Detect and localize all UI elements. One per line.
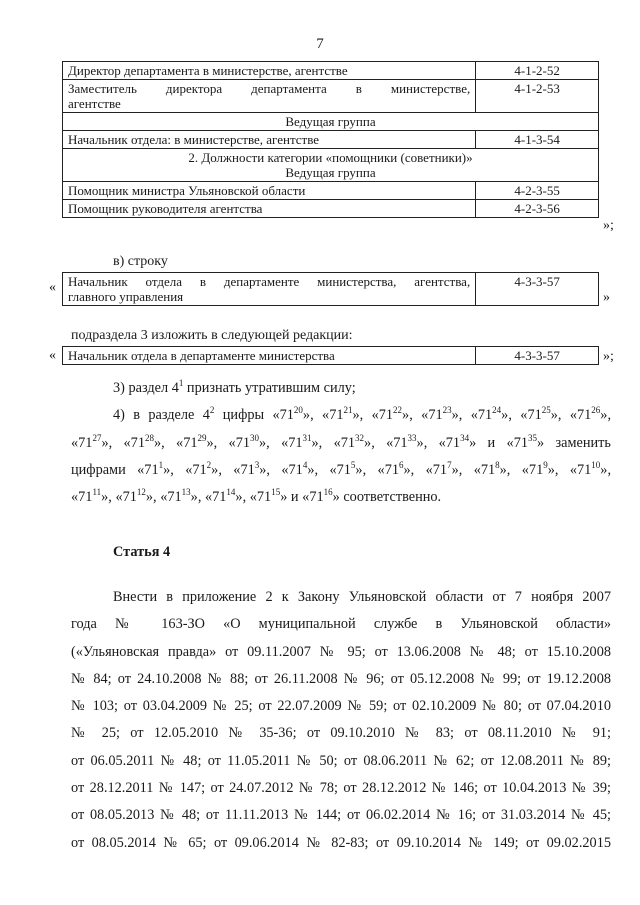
digit-superscript: 16 [323, 487, 333, 498]
article-line: года № 163-ЗО «О муниципальной службе в Ульяновской области» [71, 616, 611, 633]
category-title: 2. Должности категории «помощники (советники)» [188, 150, 473, 165]
position-code: 4-1-2-53 [476, 80, 599, 113]
digit-reference: «$71^{27}$» [71, 432, 109, 451]
digit-superscript: 5 [350, 460, 356, 471]
digit-base: 71 [336, 461, 351, 478]
digit-base: 71 [513, 434, 528, 451]
item-4-line-2: «$71^{27}$», «$71^{28}$», «$71^{29}$», «$71^{30}$», «$71^{31}$», «$71^{32}$», «$71^{33}$», «$71^{34}$» и «$71^{35}$» заменить [71, 432, 611, 451]
table-row [63, 149, 599, 182]
digit-superscript: 31 [302, 432, 312, 443]
digit-base: 71 [340, 434, 356, 451]
digit-base: 71 [577, 407, 592, 424]
position-title-line: Заместитель директора департамента в министерстве, [68, 81, 471, 96]
digit-superscript: 7 [447, 460, 452, 471]
digit-superscript: 9 [543, 460, 548, 471]
digit-superscript: 23 [442, 405, 452, 416]
closing-quote: »; [603, 349, 614, 364]
instruction-line: в) строку [113, 254, 168, 269]
article-line: № 103; от 03.04.2009 № 25; от 22.07.2009 № 59; от 02.10.2009 № 80; от 07.04.2010 [71, 698, 611, 715]
digit-reference: «$71^{32}$» [333, 432, 372, 451]
position-title-line: агентстве [68, 96, 121, 111]
digit-base: 71 [445, 434, 461, 451]
digit-reference: «$71^9$» [521, 460, 555, 478]
article-line: («Ульяновская правда» от 09.11.2007 № 95; от 13.06.2008 № 48; от 15.10.2008 [71, 643, 611, 660]
group-heading: Ведущая группа [285, 165, 376, 180]
article-line: от 28.12.2011 № 147; от 24.07.2012 № 78; от 28.12.2012 № 146; от 10.04.2013 № 39; [71, 780, 611, 797]
position-title [63, 273, 476, 306]
digit-reference: «$71^7$» [425, 460, 459, 478]
digit-reference: «$71^{22}$» [371, 405, 410, 424]
digit-base: 71 [288, 434, 303, 451]
position-code: 4-2-3-55 [476, 182, 599, 200]
digit-superscript: 28 [144, 432, 154, 443]
table-row [63, 80, 599, 113]
digit-superscript: 24 [492, 405, 502, 416]
digit-reference: «$71^{20}$» [272, 405, 311, 424]
digit-base: 71 [78, 489, 93, 506]
section-superscript: 2 [209, 405, 215, 416]
article-line: от 08.05.2014 № 65; от 09.06.2014 № 82-83; от 09.10.2014 № 149; от 09.02.2015 [71, 834, 611, 851]
digit-superscript: 35 [528, 432, 537, 443]
position-title: Начальник отдела: в министерстве, агентстве [63, 131, 476, 149]
digit-superscript: 6 [398, 460, 404, 471]
digit-reference: «$71^6$» [377, 460, 411, 478]
digit-superscript: 15 [271, 487, 281, 498]
table-row [63, 273, 599, 306]
position-title: Директор департамента в министерстве, агентстве [63, 62, 476, 80]
digit-base: 71 [130, 434, 145, 451]
table-row [63, 62, 599, 80]
position-title: Начальник отдела в департаменте министерства [63, 347, 476, 365]
digit-reference: «$71^2$» [185, 460, 219, 478]
digit-superscript: 4 [302, 460, 308, 471]
digit-superscript: 22 [393, 405, 403, 416]
position-title: Помощник руководителя агентства [63, 200, 476, 218]
digit-base: 71 [477, 407, 493, 424]
digit-superscript: 30 [250, 432, 259, 443]
new-row-table [62, 346, 599, 365]
digit-reference: «$71^{21}$» [322, 405, 360, 424]
digit-reference: «$71^{34}$» [438, 432, 477, 451]
digit-reference: «$71^{29}$» [176, 432, 214, 451]
digit-superscript: 26 [591, 405, 601, 416]
position-code: 4-3-3-57 [476, 273, 599, 306]
digit-base: 71 [432, 461, 448, 478]
digit-base: 71 [192, 461, 207, 478]
word-and: и [476, 434, 507, 451]
digit-reference: «$71^8$» [473, 460, 507, 478]
opening-quote: « [49, 348, 56, 363]
digit-reference: «$71^{15}$» [249, 487, 288, 506]
digit-base: 71 [288, 461, 303, 478]
digit-superscript: 3 [254, 460, 260, 471]
digit-superscript: 2 [206, 460, 212, 471]
digit-base: 71 [329, 407, 344, 424]
position-code: 4-1-3-54 [476, 131, 599, 149]
digit-reference: «$71^{16}$» [302, 487, 340, 506]
digit-reference: «$71^{10}$» [569, 460, 608, 478]
item-4-lead: 4) в разделе 4 [113, 407, 210, 424]
position-title [63, 80, 476, 113]
word-replace: заменить [544, 434, 611, 451]
digit-reference: «$71^{23}$» [421, 405, 459, 424]
position-title-line: Начальник отдела в департаменте министерства, агентства, [68, 274, 471, 289]
digit-reference: «$71^{31}$» [281, 432, 319, 451]
digit-base: 71 [279, 407, 294, 424]
digit-base: 71 [309, 489, 324, 506]
digit-reference: «$71^4$» [281, 460, 315, 478]
article-line: № 25; от 12.05.2010 № 35-36; от 09.10.2010 № 83; от 08.11.2010 № 91; [71, 725, 611, 742]
item-4-line-3: цифрами «$71^1$», «$71^2$», «$71^3$», «$71^4$», «$71^5$», «$71^6$», «$71^7$», «$71^8$», «$71^9$», «$71^{10}$», [71, 460, 612, 478]
table-row [63, 182, 599, 200]
digit-superscript: 13 [181, 487, 191, 498]
word-and: и [287, 489, 303, 506]
page-number: 7 [316, 36, 324, 52]
position-code: 4-1-2-52 [476, 62, 599, 80]
digit-superscript: 10 [591, 460, 601, 471]
digit-base: 71 [527, 407, 542, 424]
table-row [63, 113, 599, 131]
digit-reference: «$71^1$» [137, 460, 171, 478]
digit-superscript: 32 [355, 432, 365, 443]
digit-reference: «$71^3$» [233, 460, 267, 478]
digit-base: 71 [235, 434, 250, 451]
position-code: 4-2-3-56 [476, 200, 599, 218]
positions-table [62, 61, 599, 218]
item-4-line-4: «$71^{11}$», «$71^{12}$», «$71^{13}$», «$71^{14}$», «$71^{15}$» и «$71^{16}$» соответственно. [71, 487, 442, 506]
closing-quote: »; [603, 218, 614, 233]
digit-base: 71 [393, 434, 408, 451]
digit-reference: «$71^5$» [329, 460, 363, 478]
digit-superscript: 11 [92, 487, 102, 498]
digit-base: 71 [183, 434, 198, 451]
table-row [63, 200, 599, 218]
digit-base: 71 [122, 489, 137, 506]
word-respectively: соответственно. [339, 489, 442, 506]
article-line: № 84; от 24.10.2008 № 88; от 26.11.2008 № 96; от 05.12.2008 № 99; от 19.12.2008 [71, 670, 611, 687]
digit-reference: «$71^{11}$» [71, 487, 109, 506]
digit-superscript: 25 [541, 405, 551, 416]
article-line: от 08.05.2013 № 48; от 11.11.2013 № 144; от 06.02.2014 № 16; от 31.03.2014 № 45; [71, 807, 611, 824]
article-line: Внести в приложение 2 к Закону Ульяновской области от 7 ноября 2007 [113, 589, 611, 605]
digit-base: 71 [167, 489, 182, 506]
digit-superscript: 14 [226, 487, 236, 498]
article-line: от 06.05.2011 № 48; от 11.05.2011 № 50; от 08.06.2011 № 62; от 12.08.2011 № 89; [71, 752, 611, 769]
digit-reference: «$71^{14}$» [204, 487, 243, 506]
digit-superscript: 1 [158, 460, 164, 471]
digit-base: 71 [428, 407, 443, 424]
closing-quote: » [603, 290, 610, 305]
digit-superscript: 33 [407, 432, 417, 443]
position-title-line: главного управления [68, 289, 184, 304]
table-row [63, 131, 599, 149]
digit-superscript: 8 [495, 460, 500, 471]
digit-superscript: 21 [343, 405, 353, 416]
amendment-items [71, 375, 611, 511]
digit-reference: «$71^{24}$» [470, 405, 509, 424]
table-row [63, 347, 599, 365]
position-title: Помощник министра Ульяновской области [63, 182, 476, 200]
digit-base: 71 [384, 461, 399, 478]
digit-base: 71 [78, 434, 93, 451]
digit-superscript: 34 [460, 432, 470, 443]
word-digits: цифры [214, 407, 273, 424]
digit-superscript: 12 [136, 487, 146, 498]
digit-superscript: 27 [92, 432, 102, 443]
digit-base: 71 [256, 489, 272, 506]
digit-reference: «$71^{26}$» [569, 405, 608, 424]
opening-quote: « [49, 280, 56, 295]
digit-superscript: 29 [197, 432, 207, 443]
digit-base: 71 [480, 461, 496, 478]
digit-reference: «$71^{35}$» [506, 432, 545, 451]
instruction-line: подраздела 3 изложить в следующей редакции: [71, 328, 353, 343]
digit-superscript: 20 [293, 405, 303, 416]
digit-reference: «$71^{30}$» [228, 432, 267, 451]
article-heading: Статья 4 [113, 544, 171, 560]
digit-base: 71 [240, 461, 255, 478]
digit-reference: «$71^{12}$» [115, 487, 154, 506]
digit-reference: «$71^{33}$» [386, 432, 424, 451]
category-heading [63, 149, 599, 182]
item-4-line-1: 4) в разделе $4^2$ цифры «$71^{20}$», «$71^{21}$», «$71^{22}$», «$71^{23}$», «$71^{24}$», «$71^{25}$», «$71^{26}$», [113, 405, 612, 424]
item-3: 3) раздел $4^1$ признать утратившим силу; [113, 378, 356, 396]
position-code: 4-3-3-57 [476, 347, 599, 365]
old-row-table [62, 272, 599, 306]
group-heading: Ведущая группа [63, 113, 599, 131]
digit-base: 71 [212, 489, 227, 506]
digit-base: 71 [577, 461, 592, 478]
digit-base: 71 [528, 461, 544, 478]
digit-base: 71 [378, 407, 394, 424]
article-body [71, 584, 611, 857]
digit-reference: «$71^{13}$» [160, 487, 198, 506]
digit-reference: «$71^{25}$» [520, 405, 558, 424]
digit-base: 71 [144, 461, 159, 478]
digit-reference: «$71^{28}$» [123, 432, 162, 451]
word-digits-instr: цифрами [71, 461, 138, 478]
